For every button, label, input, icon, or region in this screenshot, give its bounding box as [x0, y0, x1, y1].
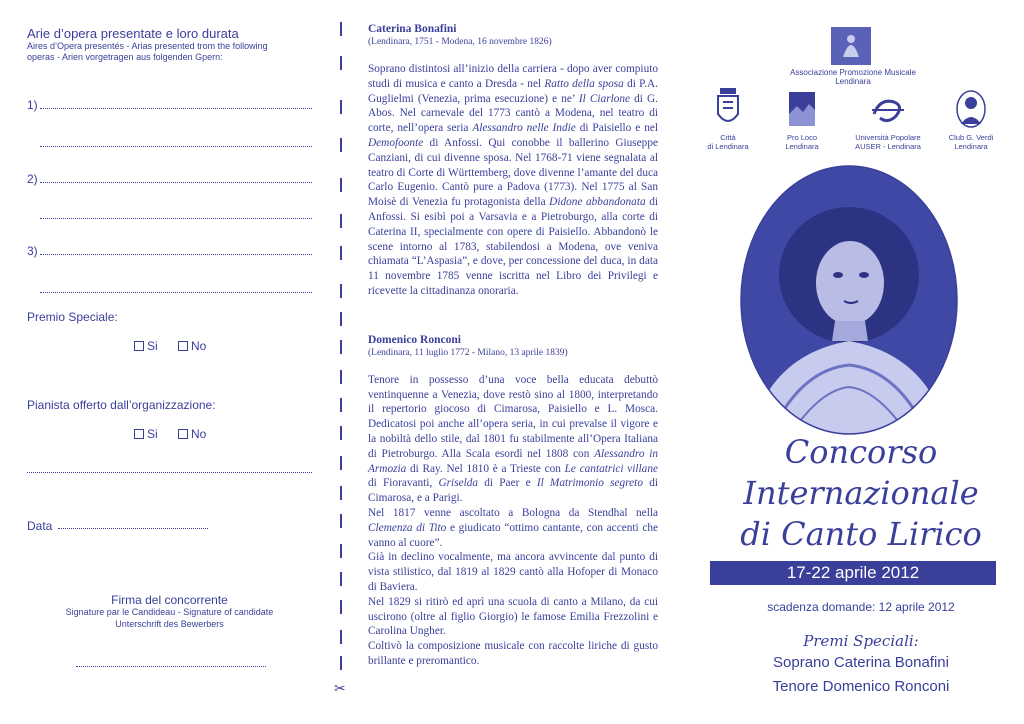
aria-number-2: 2) [27, 172, 38, 186]
firma-subtitle-2: Unterschrift des Bewerbers [115, 619, 224, 629]
ronconi-dates: (Lendinara, 11 luglio 1772 - Milano, 13 aprile 1839) [368, 347, 568, 358]
city-crest-icon [715, 86, 741, 130]
bonafini-bio: Soprano distintosi all’inizio della carriera - dopo aver compiuto studi di musica e canto a Dresda - nel Ratto della sposa di P.A. Guglielmi (Venezia, prima esecuzione) e ne’ Il Ciarlone di G. Abos. Nel carnevale del 1773 cantò a Modena, nel teatro di corte, nell’opera seria Alessandro nelle Indie di Paisiello e nel Demofoonte di Anfossi. Qui conobbe il ballerino Giuseppe Canziani, di cui divenne sposa. Nel 1768-71 viene segnalata al teatro di Corte di Württemberg, dove divenne l’amante del duca Carlo Eugenio. Cantò pure a Padova (1773). Nel 1775 al San Moisè di Venezia fu protagonista della Didone abbandonata di Anfossi. Si esibì poi a Varsavia e a Pietroburgo, alla corte di Caterina II, specialmente con opere di Paisiello. Abbandonò le scene intorno al 1783, stabilendosi a Modena, ove veniva chiamata “L’Aspasia”, e dove, per concessione del duca, in data 11 novembre 1785 venne iscritta nel Libro dei Privilegi e ricevette la cittadinanza onoraria. [368, 63, 658, 297]
notes-line[interactable] [27, 472, 312, 473]
pro-loco-logo-icon [789, 92, 815, 126]
auser-logo-icon [870, 96, 906, 124]
premio-no-checkbox[interactable] [178, 339, 206, 353]
fold-mark [340, 22, 342, 36]
fold-mark [340, 284, 342, 298]
ronconi-name: Domenico Ronconi [368, 333, 461, 346]
fold-mark [340, 486, 342, 500]
aria-number-1: 1) [27, 98, 38, 112]
checkbox-icon [134, 429, 144, 439]
aria-number-3: 3) [27, 244, 38, 258]
logo-label-verdi: Club G. Verdi Lendinara [948, 133, 994, 151]
cover-panel [698, 0, 1024, 724]
prize-tenore: Tenore Domenico Ronconi [772, 678, 950, 695]
logo-label-city: Città di Lendinara [707, 133, 749, 151]
title-line-3: di Canto Lirico [740, 515, 982, 553]
concorso-title [698, 432, 1024, 555]
premio-si-checkbox[interactable] [134, 339, 158, 353]
portrait-image [740, 165, 958, 435]
association-logo-icon [831, 27, 871, 65]
scissors-icon: ✂ [334, 680, 346, 696]
si-label: Si [147, 427, 158, 441]
fold-mark [340, 370, 342, 384]
fold-mark [340, 178, 342, 192]
fold-mark [340, 56, 342, 70]
fold-mark [340, 630, 342, 644]
aria-1-line-2[interactable] [40, 146, 312, 147]
fold-mark [340, 572, 342, 586]
bonafini-dates: (Lendinara, 1751 - Modena, 16 novembre 1826) [368, 37, 552, 47]
checkbox-icon [178, 341, 188, 351]
association-label: Associazione Promozione Musicale Lendinara [790, 68, 916, 86]
ronconi-bio: Tenore in possesso d’una voce bella educata debuttò ventinquenne a Venezia, dove restò sino al 1800, interpretando il repertorio giocoso di Cimarosa, Paisiello e L. Mosca. Dedicatosi poi anche all’opera seria, in cui prevalse il vigore e la nobiltà dello stile, dal 1801 fu stabilmente all’Opera Italiana di Pietroburgo. Alla Scala esordì nel 1808 con Alessandro in Armozia di Ray. Nel 1810 è a Trieste con Le cantatrici villane di Fioravanti, Griselda di Paer e Il Matrimonio segreto di Cimarosa, e a Parigi. Nel 1817 venne ascoltato a Bologna da Stendhal nella Clemenza di Tito e giudicato “ottimo cantante, con accenti che vanno al cuore”. Già in declino vocalmente, ma ancora avvincente dal punto di vista stilistico, dal 1819 al 1829 cantò alla Hofoper di Monaco di Baviera. Nel 1829 si ritirò ed aprì una scuola di canto a Milano, da cui uscirono (oltre al figlio Giorgio) le famose Emilia Frezzolini e Carolina Ungher. Coltivò la composizione musicale con raccolte liriche di gusto brillante e preromantico. [368, 373, 658, 667]
verdi-portrait-icon [956, 90, 986, 128]
application-deadline: scadenza domande: 12 aprile 2012 [767, 600, 955, 614]
arias-title: Arie d’opera presentate e loro durata [27, 26, 239, 41]
firma-subtitle-1: Signature par le Candideau - Signature of candidate [65, 607, 274, 617]
arias-subtitle-2: operas - Arien vorgetragen aus folgenden Gpern: [27, 52, 223, 62]
si-label: Si [147, 339, 158, 353]
arias-subtitle-1: Aires d’Opera presentés - Arias presented trom the following [27, 41, 268, 51]
bonafini-name: Caterina Bonafini [368, 23, 457, 35]
fold-mark [340, 544, 342, 558]
fold-mark [340, 340, 342, 354]
fold-mark [340, 246, 342, 260]
checkbox-icon [134, 341, 144, 351]
prize-soprano: Soprano Caterina Bonafini [773, 654, 949, 671]
no-label: No [191, 339, 207, 353]
fold-mark [340, 456, 342, 470]
pianista-no-checkbox[interactable] [178, 427, 206, 441]
no-label: No [191, 427, 207, 441]
competition-dates: 17-22 aprile 2012 [710, 561, 996, 585]
title-line-2: Internazionale [743, 474, 979, 512]
aria-2-line-2[interactable] [40, 218, 312, 219]
aria-1-line[interactable] [40, 108, 312, 109]
special-prizes-title: Premi Speciali: [803, 632, 919, 650]
aria-3-line[interactable] [40, 254, 312, 255]
signature-line[interactable] [76, 666, 266, 667]
title-line-1: Concorso [784, 433, 938, 471]
pianista-label: Pianista offerto dall’organizzazione: [27, 398, 216, 412]
date-line[interactable] [58, 528, 208, 529]
biographies [368, 22, 658, 669]
fold-mark [340, 426, 342, 440]
premio-label: Premio Speciale: [27, 310, 118, 324]
fold-mark [340, 656, 342, 670]
logo-label-proloco: Pro Loco Lendinara [785, 133, 819, 151]
fold-mark [340, 138, 342, 152]
fold-mark [340, 600, 342, 614]
firma-title: Firma del concorrente [111, 593, 228, 607]
fold-mark [340, 398, 342, 412]
data-label: Data [27, 519, 53, 533]
fold-mark [340, 312, 342, 326]
fold-mark [340, 514, 342, 528]
checkbox-icon [178, 429, 188, 439]
aria-2-line[interactable] [40, 182, 312, 183]
fold-mark [340, 214, 342, 228]
entry-form [0, 0, 340, 724]
fold-mark [340, 100, 342, 114]
aria-3-line-2[interactable] [40, 292, 312, 293]
pianista-si-checkbox[interactable] [134, 427, 158, 441]
logo-label-auser: Università Popolare AUSER - Lendinara [855, 133, 921, 151]
